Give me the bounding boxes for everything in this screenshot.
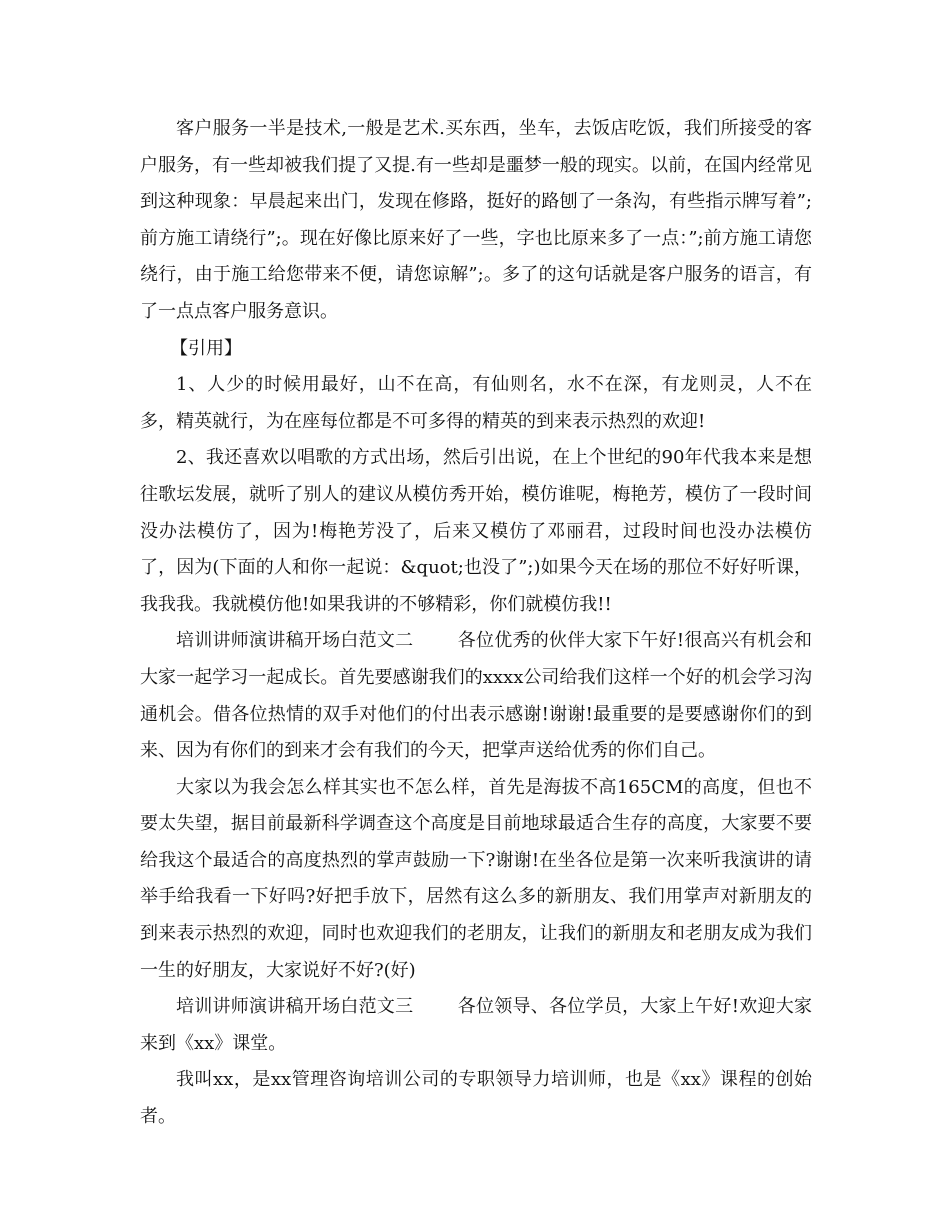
paragraph-sample-three xyxy=(140,989,812,1062)
quote-heading: 【引用】 xyxy=(170,337,242,359)
sample-two-title: 培训讲师演讲稿开场白范文二 xyxy=(176,630,414,652)
paragraph-quote-1: 1、人少的时候用最好，山不在高，有仙则名，水不在深，有龙则灵，人不在多，精英就行，为在座每位都是不可多得的精英的到来表示热烈的欢迎! xyxy=(140,374,812,432)
sample-two-text: 各位优秀的伙伴大家下午好!很高兴有机会和大家一起学习一起成长。首先要感谢我们的xxxx公司给我们这样一个好的机会学习沟通机会。借各位热情的双手对他们的付出表示感谢!谢谢!最重要的是要感谢你们的到来、因为有你们的到来才会有我们的今天，把掌声送给优秀的你们自己。 xyxy=(140,630,812,762)
paragraph-sample-two xyxy=(140,623,812,769)
document-body xyxy=(140,111,812,1136)
paragraph-quote-2: 2、我还喜欢以唱歌的方式出场，然后引出说，在上个世纪的90年代我本来是想往歌坛发展，就听了别人的建议从模仿秀开始，模仿谁呢，梅艳芳，模仿了一段时间没办法模仿了，因为!梅艳芳没了，后来又模仿了邓丽君，过段时间也没办法模仿了，因为(下面的人和你一起说：&quot;也没了”;)如果今天在场的那位不好好听课，我我我。我就模仿他!如果我讲的不够精彩，你们就模仿我!! xyxy=(140,447,812,615)
sample-three-text: 各位领导、各位学员，大家上午好!欢迎大家来到《xx》课堂。 xyxy=(140,996,812,1054)
paragraph-customer-service: 客户服务一半是技术,一般是艺术.买东西，坐车，去饭店吃饭，我们所接受的客户服务，有一些却被我们提了又提.有一些却是噩梦一般的现实。以前，在国内经常见到这种现象：早晨起来出门，发现在修路，挺好的路刨了一条沟，有些指示牌写着”;前方施工请绕行”;。现在好像比原来好了一些，字也比原来多了一点：”;前方施工请您绕行，由于施工给您带来不便，请您谅解”;。多了的这句话就是客户服务的语言，有了一点点客户服务意识。 xyxy=(140,118,812,322)
sample-three-title: 培训讲师演讲稿开场白范文三 xyxy=(176,996,414,1018)
paragraph-self-intro: 我叫xx，是xx管理咨询培训公司的专职领导力培训师，也是《xx》课程的创始者。 xyxy=(140,1069,812,1128)
paragraph-height-joke: 大家以为我会怎么样其实也不怎么样，首先是海拔不高165CM的高度，但也不要太失望，据目前最新科学调查这个高度是目前地球最适合生存的高度，大家要不要给我这个最适合的高度热烈的掌声鼓励一下?谢谢!在坐各位是第一次来听我演讲的请举手给我看一下好吗?好把手放下，居然有这么多的新朋友、我们用掌声对新朋友的到来表示热烈的欢迎，同时也欢迎我们的老朋友，让我们的新朋友和老朋友成为我们一生的好朋友，大家说好不好?(好) xyxy=(140,776,812,981)
